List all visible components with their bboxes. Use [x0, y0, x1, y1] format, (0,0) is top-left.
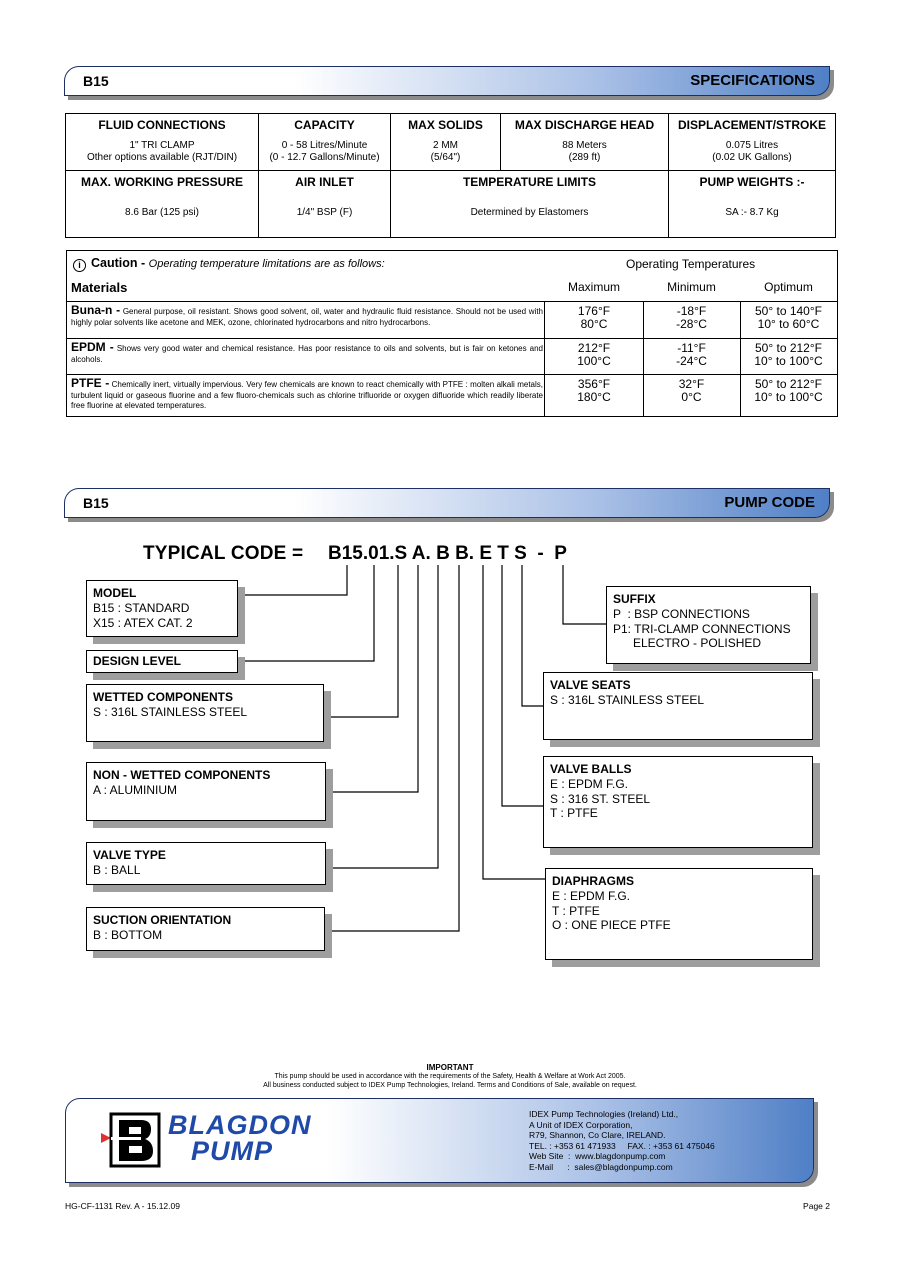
col-optimum: Optimum — [764, 280, 813, 294]
spec-cell-pump-weights: PUMP WEIGHTS :- SA :- 8.7 Kg — [669, 171, 836, 238]
balls-option: S : 316 ST. STEEL — [550, 791, 651, 806]
max-temp: 176°F 80°C — [577, 304, 611, 331]
max-temp: 356°F 180°C — [577, 377, 611, 404]
spec-cell-fluid-connections: FLUID CONNECTIONS 1" TRI CLAMP Other options available (RJT/DIN) — [66, 114, 259, 171]
brand-line-2: PUMP — [191, 1136, 274, 1166]
suffix-option: P : BSP CONNECTIONS — [613, 607, 750, 621]
suction-orientation-box — [86, 907, 325, 951]
opt-temp: 50° to 140°F 10° to 60°C — [755, 304, 822, 331]
line-suction — [328, 565, 459, 931]
line-diaphragms — [483, 565, 545, 879]
valve-balls-box — [543, 756, 813, 848]
spec-cell-air-inlet: AIR INLET 1/4" BSP (F) — [259, 171, 391, 238]
line-seats — [522, 565, 545, 706]
suction-title: SUCTION ORIENTATION — [93, 913, 232, 927]
important-line-2: All business conducted subject to IDEX Pump Technologies, Ireland. Terms and Conditions of Sale, available on request. — [263, 1082, 637, 1089]
brand-line-1: BLAGDON — [168, 1110, 312, 1140]
address-line: IDEX Pump Technologies (Ireland) Ltd., — [529, 1109, 679, 1119]
line-nonwetted — [328, 565, 418, 792]
operating-temperatures-label: Operating Temperatures — [626, 257, 756, 271]
diaphragms-box — [545, 868, 813, 960]
spec-cell-max-discharge-head: MAX DISCHARGE HEAD 88 Meters (289 ft) — [501, 114, 669, 171]
blagdon-logo-icon — [101, 1111, 161, 1169]
spec-cell-capacity: CAPACITY 0 - 58 Litres/Minute (0 - 12.7 Gallons/Minute) — [259, 114, 391, 171]
company-address — [529, 1109, 715, 1172]
material-description: PTFE - Chemically inert, virtually impervious. Very few chemicals are known to react chemically with PTFE : molten alkali metals, turbulent liquid or gaseous fluorine and a few fluoro-chemicals such as chlorine trifluoride or oxygen difluoride which readily liberate free fluorine at elevated temperatures. — [71, 376, 544, 410]
balls-option: E : EPDM F.G. — [550, 777, 629, 791]
design-level-title: DESIGN LEVEL — [93, 654, 182, 668]
design-level-box — [86, 650, 238, 673]
code-header-title: PUMP CODE — [724, 494, 815, 511]
suffix-title: SUFFIX — [613, 592, 656, 606]
suffix-option: P1: TRI-CLAMP CONNECTIONS — [613, 621, 791, 636]
valve-type-box — [86, 842, 326, 885]
footer-bar — [65, 1098, 814, 1183]
spec-cell-temperature-limits: TEMPERATURE LIMITS Determined by Elastomers — [391, 171, 669, 238]
model-option: B15 : STANDARD — [93, 601, 190, 615]
suction-option: B : BOTTOM — [93, 928, 163, 942]
important-title: IMPORTANT — [426, 1063, 474, 1072]
brand-wordmark — [168, 1112, 312, 1164]
balls-title: VALVE BALLS — [550, 762, 632, 776]
diaphragms-option: O : ONE PIECE PTFE — [552, 918, 671, 932]
diaphragms-option: E : EPDM F.G. — [552, 889, 631, 903]
document-reference: HG-CF-1131 Rev. A - 15.12.09 — [65, 1201, 180, 1211]
phone-fax-line: TEL. : +353 61 471933 FAX. : +353 61 475046 — [529, 1140, 715, 1151]
materials-label: Materials — [71, 280, 128, 295]
line-wetted — [326, 565, 398, 717]
nonwetted-title: NON - WETTED COMPONENTS — [93, 768, 271, 782]
valvetype-option: B : BALL — [93, 863, 141, 877]
spec-cell-max-solids: MAX SOLIDS 2 MM (5/64") — [391, 114, 501, 171]
valve-seats-box — [543, 672, 813, 740]
wetted-option: S : 316L STAINLESS STEEL — [93, 705, 248, 719]
diaphragms-option: T : PTFE — [552, 903, 600, 918]
suffix-option: ELECTRO - POLISHED — [613, 636, 762, 650]
min-temp: -18°F -28°C — [676, 304, 707, 331]
material-description: EPDM - Shows very good water and chemical resistance. Has poor resistance to oils and solvents, but is fair on ketones and alcohols. — [71, 340, 544, 364]
seats-option: S : 316L STAINLESS STEEL — [550, 693, 705, 707]
spec-header-model: B15 — [83, 73, 109, 89]
suffix-box — [606, 586, 811, 664]
website-line[interactable]: Web Site : www.blagdonpump.com — [529, 1151, 666, 1161]
non-wetted-components-box — [86, 762, 326, 821]
model-box — [86, 580, 238, 637]
seats-title: VALVE SEATS — [550, 678, 631, 692]
balls-option: T : PTFE — [550, 806, 598, 820]
important-line-1: This pump should be used in accordance with the requirements of the Safety, Health & Welfare at Work Act 2005. — [274, 1073, 626, 1080]
opt-temp: 50° to 212°F 10° to 100°C — [754, 377, 823, 404]
typical-code-label: TYPICAL CODE = — [143, 543, 304, 564]
address-line: A Unit of IDEX Corporation, — [529, 1119, 633, 1130]
email-line[interactable]: E-Mail : sales@blagdonpump.com — [529, 1161, 673, 1172]
wetted-components-box — [86, 684, 324, 742]
max-temp: 212°F 100°C — [577, 341, 611, 368]
typical-code-value: B15.01.S A. B B. E T S - P — [328, 543, 567, 564]
spec-cell-max-working-pressure: MAX. WORKING PRESSURE 8.6 Bar (125 psi) — [66, 171, 259, 238]
line-balls — [502, 565, 545, 806]
valvetype-title: VALVE TYPE — [93, 848, 166, 862]
spec-header-title: SPECIFICATIONS — [690, 72, 815, 89]
model-option: X15 : ATEX CAT. 2 — [93, 615, 193, 630]
info-icon: i — [73, 259, 86, 272]
min-temp: 32°F 0°C — [678, 377, 705, 404]
opt-temp: 50° to 212°F 10° to 100°C — [754, 341, 823, 368]
diaphragms-title: DIAPHRAGMS — [552, 874, 635, 888]
page-number: Page 2 — [803, 1201, 830, 1211]
model-title: MODEL — [93, 586, 137, 600]
nonwetted-option: A : ALUMINIUM — [93, 783, 178, 797]
material-description: Buna-n - General purpose, oil resistant. Shows good solvent, oil, water and hydraulic fluid resistance. Should not be used with highly polar solvents like acetone and MEK, ozone, chlorinated hydrocarbons and nitro hydrocarbons. — [71, 303, 543, 327]
col-minimum: Minimum — [667, 280, 716, 294]
wetted-title: WETTED COMPONENTS — [93, 690, 233, 704]
caution-caption: i Caution - Operating temperature limitations are as follows: — [73, 256, 385, 272]
line-design — [240, 565, 374, 661]
min-temp: -11°F -24°C — [676, 341, 707, 368]
line-suffix — [563, 565, 606, 624]
spec-cell-displacement: DISPLACEMENT/STROKE 0.075 Litres (0.02 UK Gallons) — [669, 114, 836, 171]
address-line: R79, Shannon, Co Clare, IRELAND. — [529, 1130, 666, 1140]
line-model — [240, 565, 347, 595]
code-header-model: B15 — [83, 495, 109, 511]
col-maximum: Maximum — [567, 280, 620, 294]
